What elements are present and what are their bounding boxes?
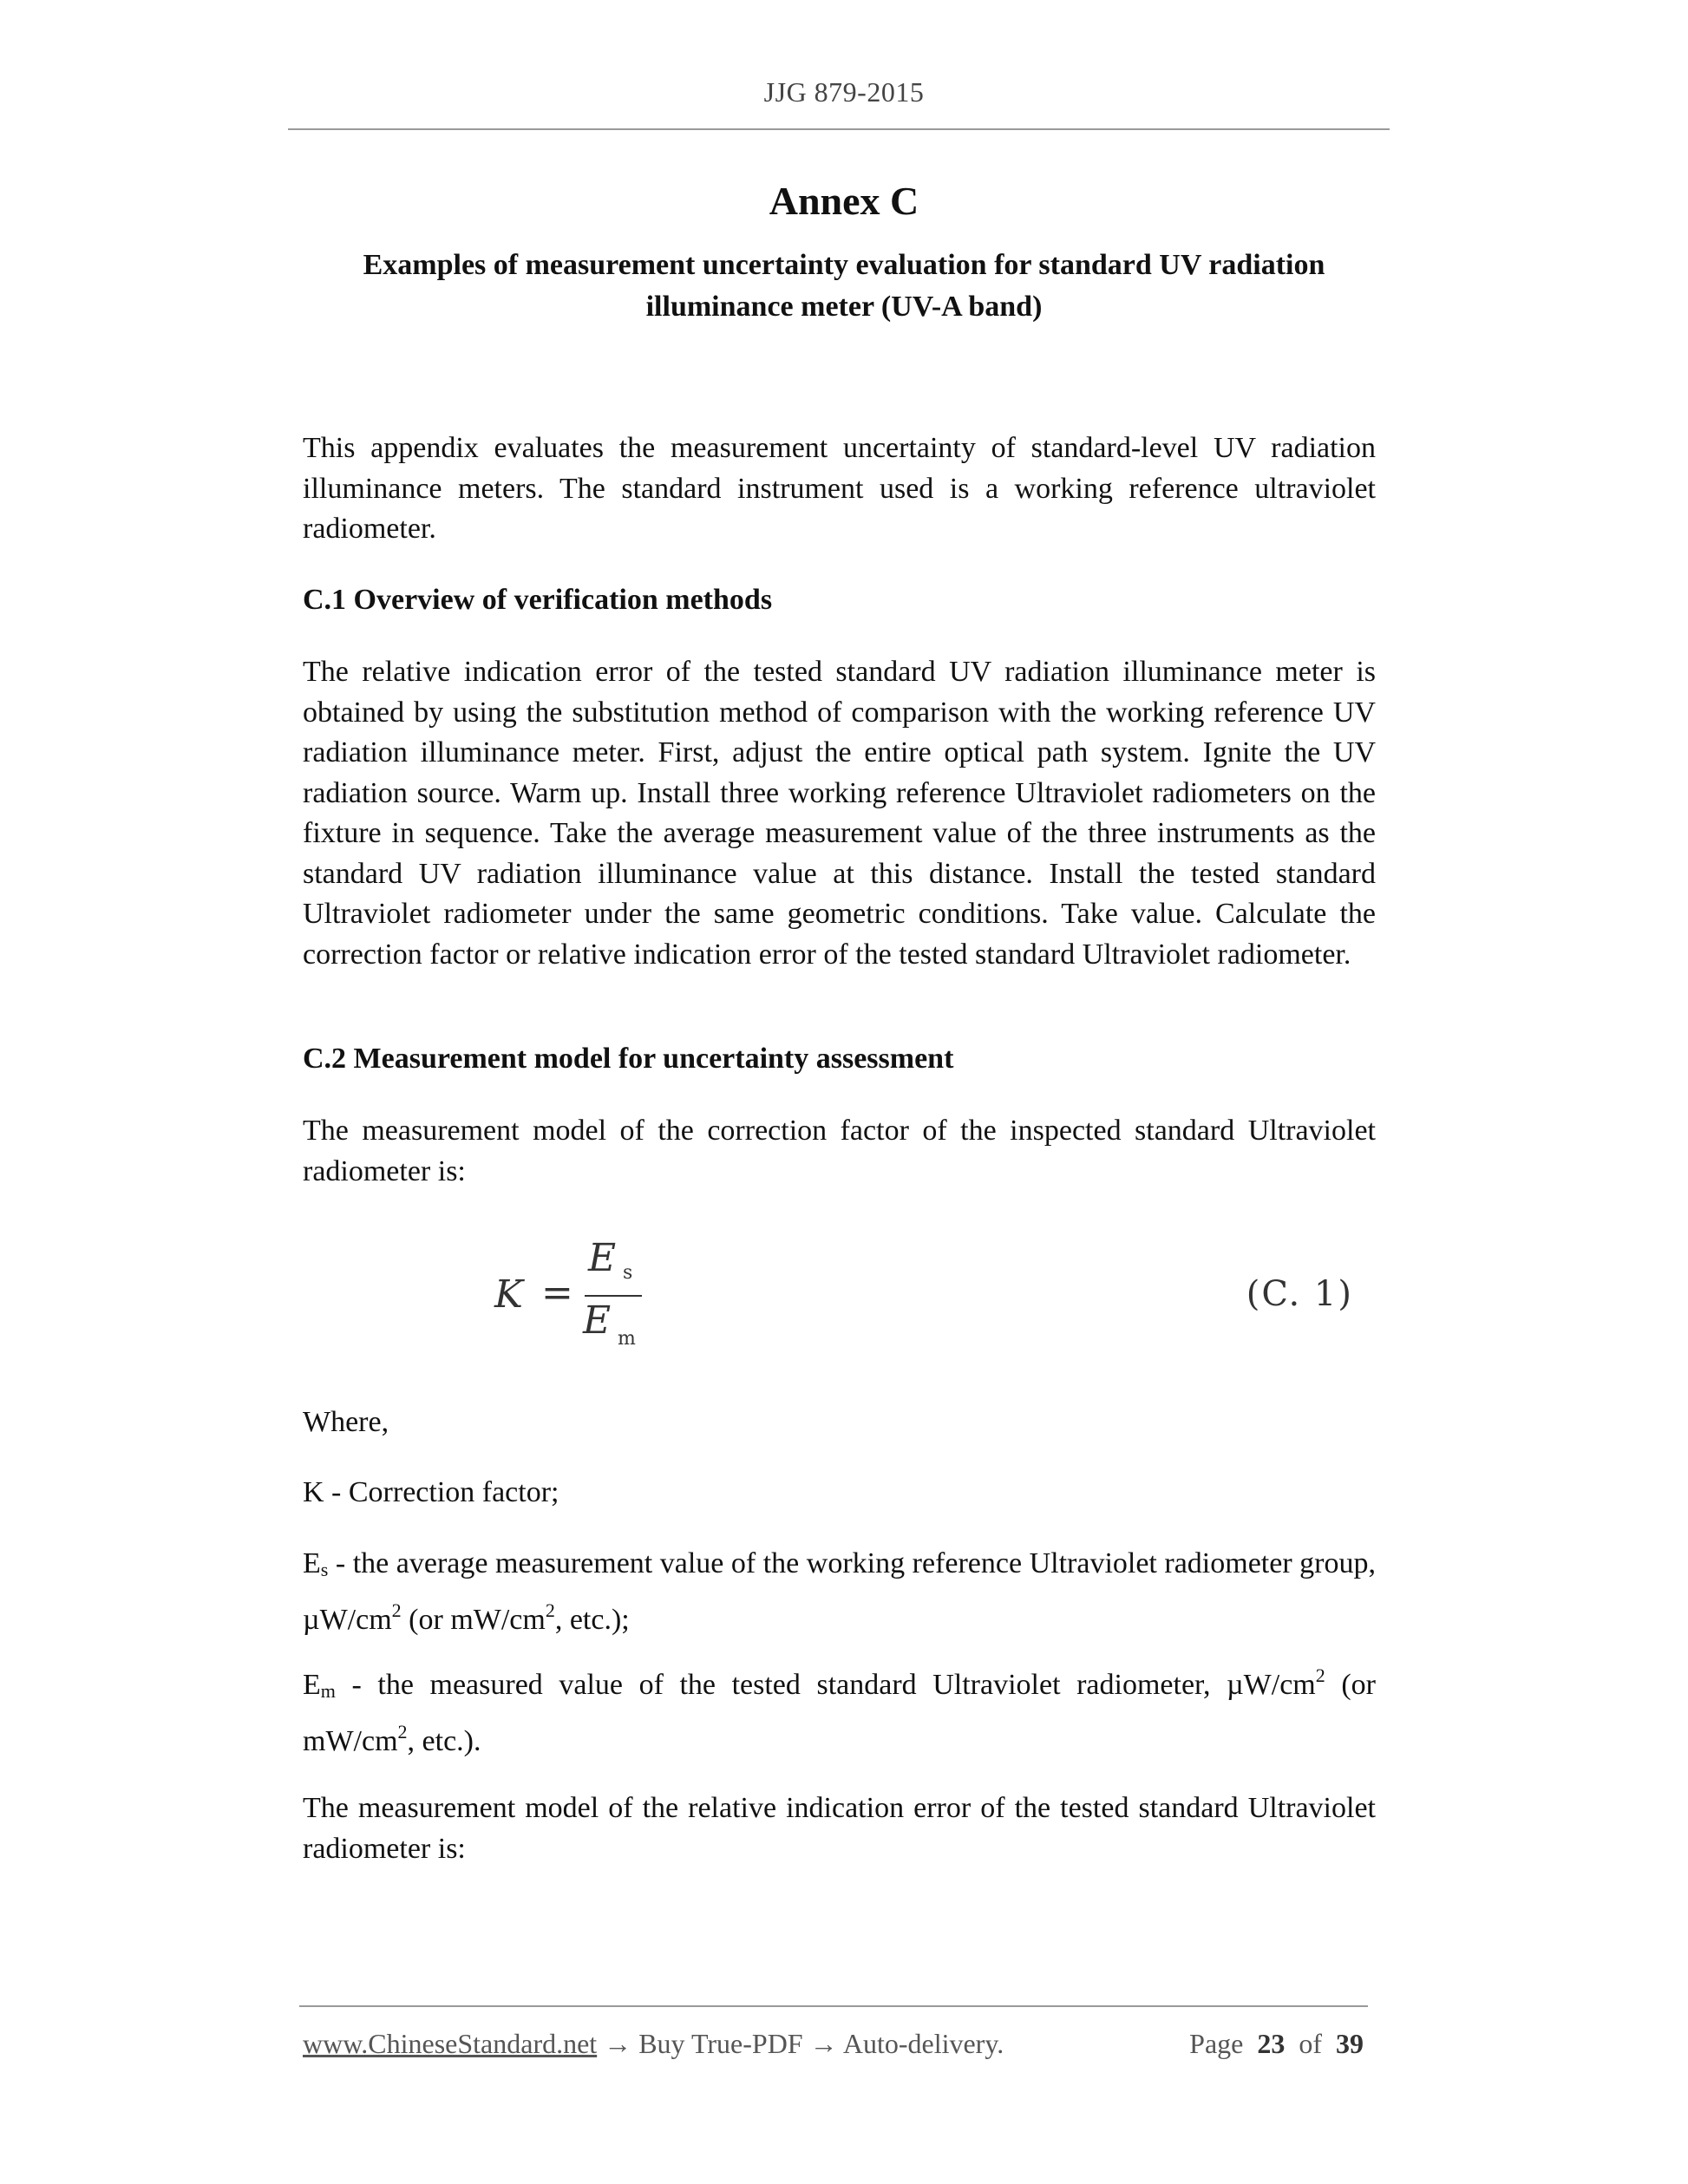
- em-text-c: , etc.).: [407, 1724, 481, 1757]
- page-total: 39: [1336, 2028, 1364, 2059]
- footer-site-link[interactable]: www.ChineseStandard.net: [303, 2028, 598, 2059]
- section-c2-paragraph: The measurement model of the correction factor of the inspected standard Ultraviolet radiometer is:: [303, 1115, 1376, 1187]
- of-word: of: [1299, 2028, 1322, 2059]
- definition-em: [303, 1656, 1376, 1762]
- equation-denominator: E: [583, 1298, 612, 1343]
- equation-lhs: K: [494, 1272, 523, 1317]
- annex-subtitle-line-2: illuminance meter (UV-A band): [645, 291, 1043, 323]
- em-superscript-1: 2: [1315, 1664, 1325, 1686]
- footer-left: [303, 2028, 1004, 2060]
- equation-numerator: E: [588, 1236, 617, 1280]
- section-c2-heading: C.2 Measurement model for uncertainty assessment: [303, 1043, 954, 1075]
- em-symbol: E: [303, 1669, 321, 1701]
- es-symbol: E: [303, 1547, 321, 1579]
- equation-equals: =: [541, 1271, 573, 1315]
- page-current: 23: [1257, 2028, 1286, 2059]
- em-text-b: (or mW/cm: [303, 1669, 1376, 1757]
- closing-paragraph: The measurement model of the relative indication error of the tested standard Ultraviolet radiometer is:: [303, 1792, 1376, 1865]
- footer-tagline: → Buy True-PDF → Auto-delivery.: [597, 2028, 1004, 2059]
- annex-title: Annex C: [769, 179, 919, 223]
- page-word: Page: [1189, 2028, 1244, 2059]
- es-superscript-2: 2: [545, 1599, 555, 1621]
- section-c1-heading: C.1 Overview of verification methods: [303, 584, 773, 616]
- es-subscript: s: [320, 1559, 329, 1580]
- equation-c1: [494, 1236, 1379, 1357]
- header-divider: [288, 128, 1390, 130]
- em-text-a: - the measured value of the tested standard Ultraviolet radiometer, µW/cm: [335, 1669, 1316, 1701]
- page-indicator: [1189, 2028, 1364, 2060]
- definition-k: K - Correction factor;: [303, 1476, 559, 1508]
- annex-subtitle: [312, 245, 1376, 328]
- es-text-a: - the average measurement value of the working reference Ultraviolet radiometer group, µW/cm: [303, 1547, 1376, 1636]
- equation-denominator-subscript: m: [618, 1328, 636, 1350]
- em-superscript-2: 2: [397, 1720, 408, 1743]
- header-standard-code: JJG 879-2015: [763, 76, 925, 108]
- es-superscript-1: 2: [391, 1599, 402, 1621]
- equation-fraction-bar: [585, 1295, 642, 1297]
- es-text-c: , etc.);: [554, 1603, 630, 1636]
- intro-paragraph: This appendix evaluates the measurement uncertainty of standard-level UV radiation illuminance meters. The standard instrument used is a working reference ultraviolet radiometer.: [303, 432, 1376, 545]
- em-subscript: m: [320, 1680, 336, 1702]
- footer-divider: [299, 2005, 1368, 2007]
- equation-label: (C. 1): [1246, 1274, 1353, 1314]
- section-c1-paragraph: The relative indication error of the tested standard UV radiation illuminance meter is obtained by using the substitution method of comparison with the working reference UV radiation illuminance meter. First, adjust the entire optical path system. Ignite the UV radiation source. Warm up. Install three working reference Ultraviolet radiometers on the fixture in sequence. Take the average measurement value of the three instruments as the standard UV radiation illuminance value at this distance. Install the tested standard Ultraviolet radiometer under the same geometric conditions. Take value. Calculate the correction factor or relative indication error of the tested standard Ultraviolet radiometer.: [303, 656, 1376, 971]
- where-text: Where,: [303, 1406, 389, 1438]
- equation-numerator-subscript: s: [623, 1262, 633, 1284]
- es-text-b: (or mW/cm: [401, 1603, 546, 1636]
- definition-es: [303, 1544, 1376, 1640]
- annex-subtitle-line-1: Examples of measurement uncertainty evaluation for standard UV radiation: [363, 249, 1325, 281]
